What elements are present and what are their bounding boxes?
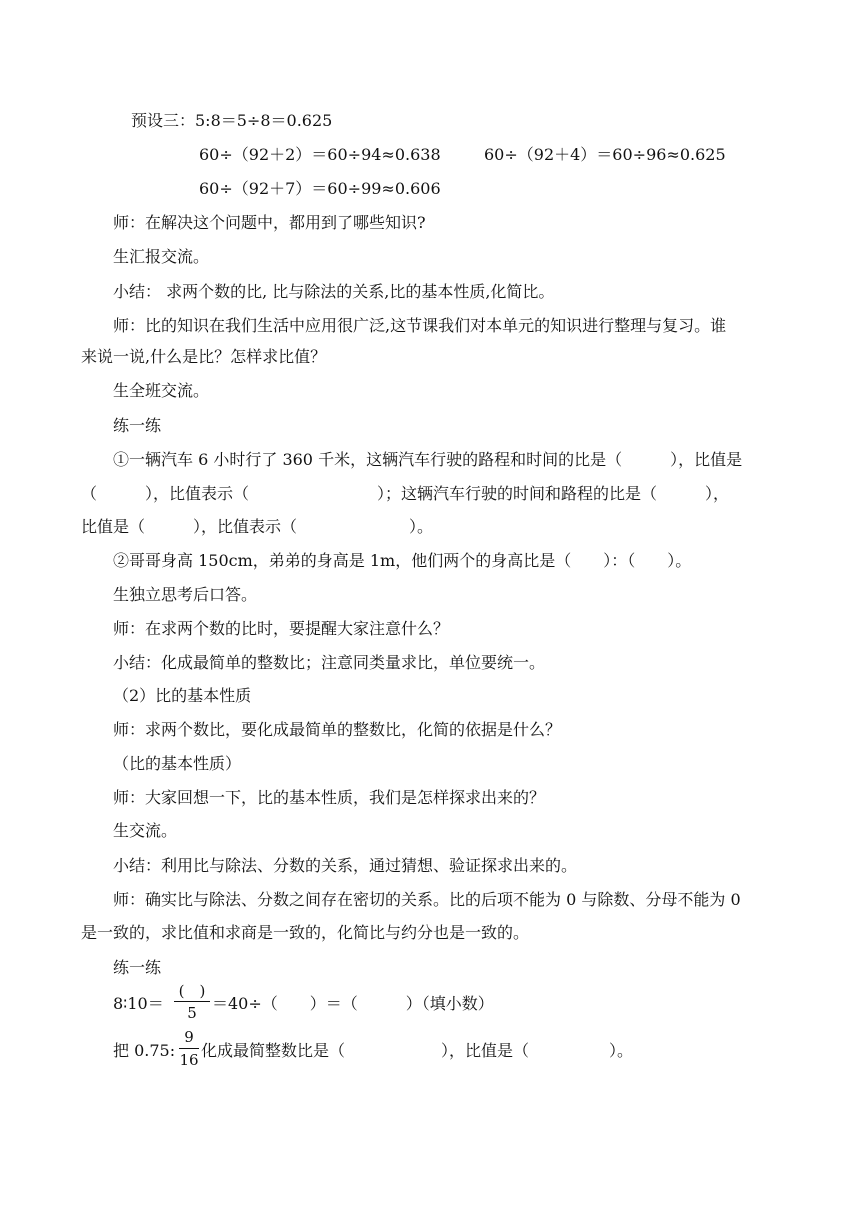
answer-property: （比的基本性质） [113,754,242,773]
summary-1: 小结： 求两个数的比, 比与除法的关系,比的基本性质,化简比。 [113,282,555,301]
section-heading-2: （2）比的基本性质 [113,686,252,705]
ex1-fraction-numerator: ( ) [178,982,206,1000]
student-exchange: 生交流。 [113,821,178,840]
ex1-fraction-bar [174,1001,210,1002]
teacher-relation: 师：确实比与除法、分数之间存在密切的关系。比的后项不能为 0 与除数、分母不能为 0 [113,890,741,909]
preset-three: 预设三：5:8＝5÷8＝0.625 [131,111,333,130]
student-report: 生汇报交流。 [113,247,210,266]
practice-heading-1: 练一练 [113,416,162,435]
exercise-car-2: （ ），比值表示（ ）；这辆汽车行驶的时间和路程的比是（ ）， [81,484,730,503]
ex2-lead: 把 0.75: [113,1041,176,1060]
ex1-tail: ＝40÷（ ）＝（ ）（填小数） [212,994,494,1013]
exercise-car-1: ①一辆汽车 6 小时行了 360 千米，这辆汽车行驶的路程和时间的比是（ ），比值是 [113,450,743,469]
calc-line-2: 60÷（92＋7）＝60÷99≈0.606 [199,179,441,198]
summary-2: 小结：化成最简单的整数比；注意同类量求比，单位要统一。 [113,653,546,672]
teacher-intro: 师：比的知识在我们生活中应用很广泛,这节课我们对本单元的知识进行整理与复习。谁 [113,316,727,335]
teacher-basis: 师：求两个数比，要化成最简单的整数比，化简的依据是什么？ [113,720,562,739]
student-think: 生独立思考后口答。 [113,585,258,604]
ex2-fraction-denominator: 16 [179,1051,199,1069]
teacher-question: 师：在解决这个问题中，都用到了哪些知识? [113,213,426,232]
ex1-lead: 8∶10＝ [113,994,164,1013]
exercise-height: ②哥哥身高 150cm，弟弟的身高是 1m，他们两个的身高比是（ ）：（ ）。 [113,551,692,570]
teacher-relation-cont: 是一致的，求比值和求商是一致的，化简比与约分也是一致的。 [81,923,530,942]
class-exchange: 生全班交流。 [113,381,210,400]
ex2-tail: 化成最简整数比是（ ），比值是（ ）。 [201,1041,634,1060]
practice-heading-2: 练一练 [113,958,162,977]
ex1-fraction-denominator: 5 [187,1004,197,1022]
exercise-car-3: 比值是（ ），比值表示（ ）。 [81,517,434,536]
ex2-fraction-bar [179,1048,199,1049]
ex2-fraction-numerator: 9 [184,1028,194,1046]
calc-line-1b: 60÷（92＋4）＝60÷96≈0.625 [484,145,726,164]
summary-3: 小结：利用比与除法、分数的关系，通过猜想、验证探求出来的。 [113,856,578,875]
calc-line-1a: 60÷（92＋2）＝60÷94≈0.638 [199,145,441,164]
teacher-remind: 师：在求两个数的比时，要提醒大家注意什么？ [113,619,450,638]
teacher-intro-cont: 来说一说,什么是比？怎样求比值？ [81,347,327,366]
teacher-recall: 师：大家回想一下，比的基本性质，我们是怎样探求出来的？ [113,788,546,807]
